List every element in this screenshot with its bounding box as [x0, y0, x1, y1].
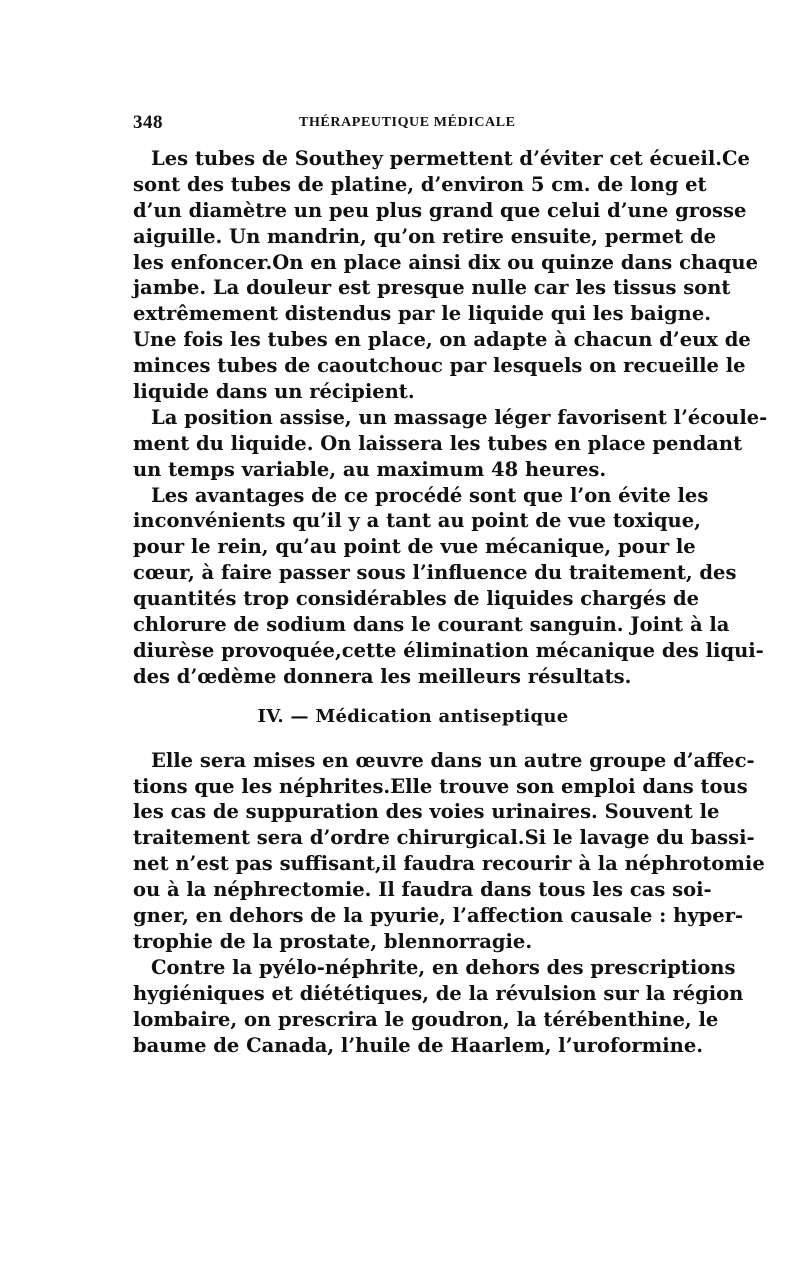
- text-line: liquide dans un récipient.: [133, 380, 415, 404]
- text-line: d’un diamètre un peu plus grand que celui d’une grosse: [133, 198, 747, 222]
- text-line: extrêmement distendus par le liquide qui les baigne.: [133, 302, 712, 326]
- text-line: cœur, à faire passer sous l’influence du traitement, des: [133, 561, 737, 585]
- text-line: des d’œdème donnera les meilleurs résultats.: [133, 664, 632, 688]
- text-line: un temps variable, au maximum 48 heures.: [133, 457, 607, 481]
- text-line: traitement sera d’ordre chirurgical.Si le lavage du bassi-: [133, 826, 755, 850]
- text-line: inconvénients qu’il y a tant au point de vue toxique,: [133, 509, 701, 533]
- text-line: diurèse provoquée,cette élimination mécanique des liqui-: [133, 638, 764, 662]
- text-line: net n’est pas suffisant,il faudra recourir à la néphrotomie: [133, 852, 765, 876]
- text-line: pour le rein, qu’au point de vue mécanique, pour le: [133, 535, 696, 559]
- text-line: aiguille. Un mandrin, qu’on retire ensuite, permet de: [133, 224, 717, 248]
- text-line: ment du liquide. On laissera les tubes en place pendant: [133, 431, 743, 455]
- text-line: Elle sera mises en œuvre dans un autre groupe d’affec-: [151, 748, 755, 772]
- text-line: Les avantages de ce procédé sont que l’on évite les: [151, 483, 709, 507]
- text-line: trophie de la prostate, blennorragie.: [133, 929, 533, 953]
- text-line: Les tubes de Southey permettent d’éviter cet écueil.Ce: [151, 147, 750, 170]
- section-heading: IV. — Médication antiseptique: [257, 705, 569, 727]
- paragraph: [133, 146, 758, 405]
- text-line: ou à la néphrectomie. Il faudra dans tous les cas soi-: [133, 878, 712, 902]
- text-line: baume de Canada, l’huile de Haarlem, l’uroformine.: [133, 1033, 704, 1057]
- paragraph: [133, 748, 765, 955]
- text-line: chlorure de sodium dans le courant sanguin. Joint à la: [133, 613, 730, 637]
- paragraph: [133, 955, 744, 1059]
- text-line: lombaire, on prescrira le goudron, la térébenthine, le: [133, 1007, 719, 1031]
- text-line: tions que les néphrites.Elle trouve son emploi dans tous: [133, 774, 748, 798]
- text-line: jambe. La douleur est presque nulle car les tissus sont: [133, 276, 731, 300]
- text-line: La position assise, un massage léger favorisent l’écoule-: [151, 405, 768, 429]
- text-line: sont des tubes de platine, d’environ 5 cm. de long et: [133, 172, 707, 196]
- text-line: gner, en dehors de la pyurie, l’affection causale : hyper-: [133, 904, 744, 928]
- text-line: Une fois les tubes en place, on adapte à chacun d’eux de: [133, 328, 751, 352]
- paragraph: [133, 483, 764, 690]
- text-line: les enfoncer.On en place ainsi dix ou quinze dans chaque: [133, 250, 758, 274]
- text-line: quantités trop considérables de liquides chargés de: [133, 587, 700, 611]
- body-text: [133, 146, 768, 1058]
- text-line: minces tubes de caoutchouc par lesquels on recueille le: [133, 354, 746, 378]
- running-head: [133, 112, 678, 136]
- text-line: hygiéniques et diététiques, de la révulsion sur la région: [133, 981, 744, 1005]
- text-line: les cas de suppuration des voies urinaires. Souvent le: [133, 800, 720, 824]
- page-number: 348: [133, 112, 163, 133]
- paragraph: [133, 405, 768, 483]
- text-line: Contre la pyélo-néphrite, en dehors des prescriptions: [151, 955, 736, 979]
- running-title: THÉRAPEUTIQUE MÉDICALE: [299, 115, 516, 130]
